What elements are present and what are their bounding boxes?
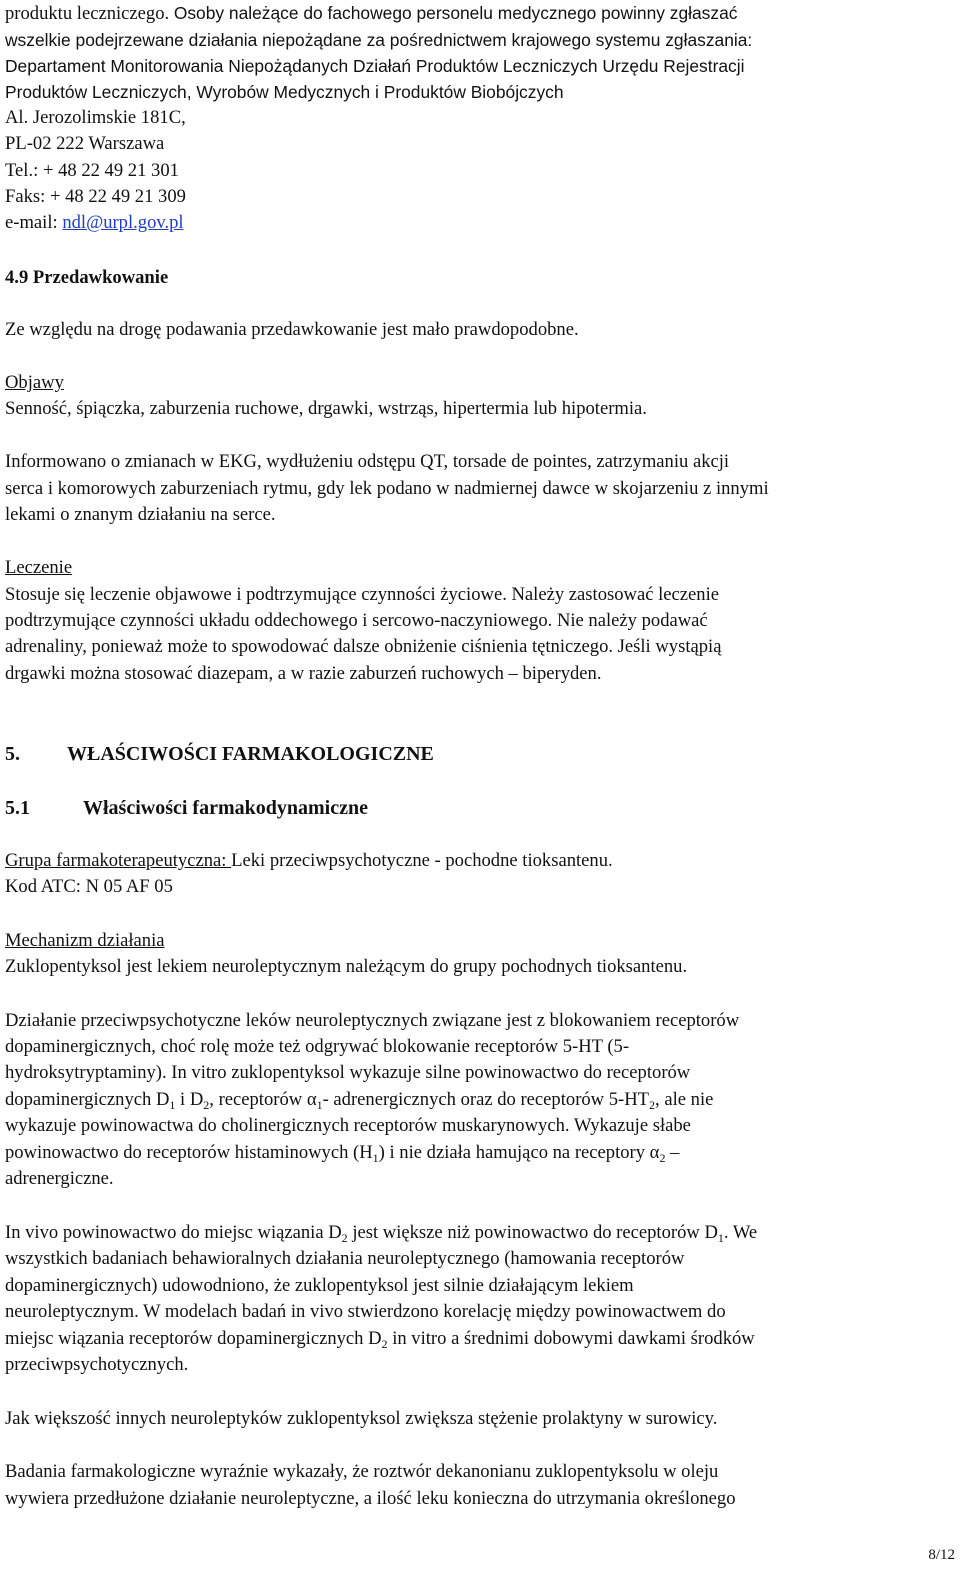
reporting-line-4: Produktów Leczniczych, Wyrobów Medycznych i Produktów Biobójczych	[5, 82, 564, 102]
text-fragment: In vivo powinowactwo do miejsc wiązania D	[5, 1222, 342, 1243]
text-fragment: miejsc wiązania receptorów dopaminergicznych D	[5, 1328, 382, 1349]
address-line-2: PL-02 222 Warszawa	[5, 133, 165, 154]
email-link[interactable]: ndl@urpl.gov.pl	[62, 212, 184, 233]
section-heading-5-1	[5, 795, 368, 821]
email-label: e-mail:	[5, 212, 63, 233]
paragraph-2-line-6: przeciwpsychotycznych.	[5, 1354, 189, 1375]
group-label: Grupa farmakoterapeutyczna:	[5, 850, 232, 871]
mechanism-text: Zuklopentyksol jest lekiem neuroleptycznym należącym do grupy pochodnych tioksantenu.	[5, 956, 688, 977]
reporting-line-1	[5, 0, 737, 27]
paragraph-1-line-6	[5, 1140, 679, 1166]
section-number: 5.	[5, 743, 20, 765]
subscript: 2	[649, 1098, 656, 1112]
email-line	[5, 210, 184, 236]
subscript: 2	[341, 1231, 348, 1245]
text-fragment: , ale nie	[655, 1089, 714, 1110]
paragraph-1-line-7: adrenergiczne.	[5, 1168, 114, 1189]
paragraph-4-line-1: Badania farmakologiczne wyraźnie wykazały, że roztwór dekanonianu zuklopentyksolu w oleju	[5, 1461, 719, 1482]
text-fragment: jest większe niż powinowactwo do receptorów D	[347, 1222, 718, 1243]
symptoms-text: Senność, śpiączka, zaburzenia ruchowe, drgawki, wstrząs, hipertermia lub hipotermia.	[5, 398, 647, 419]
reporting-line-3: Departament Monitorowania Niepożądanych Działań Produktów Leczniczych Urzędu Rejestracji	[5, 56, 745, 76]
subsection-number: 5.1	[5, 797, 30, 819]
text-fragment: - adrenergicznych oraz do receptorów 5-HT	[322, 1089, 650, 1110]
text-fragment: Osoby należące do fachowego personelu medycznego powinny zgłaszać	[173, 3, 738, 23]
address-line-1: Al. Jerozolimskie 181C,	[5, 107, 186, 128]
text-fragment: ) i nie działa hamująco na receptory α	[378, 1142, 660, 1163]
paragraph-1-line-2: dopaminergicznych, choć rolę może też odgrywać blokowanie receptorów 5-HT (5-	[5, 1036, 630, 1057]
section-heading-5	[5, 741, 434, 767]
section-title: WŁAŚCIWOŚCI FARMAKOLOGICZNE	[67, 743, 434, 765]
text-fragment: dopaminergicznych D	[5, 1089, 170, 1110]
text-fragment: . We	[723, 1222, 758, 1243]
subscript: 1	[372, 1151, 379, 1165]
paragraph-1-line-3: hydroksytryptaminy). In vitro zuklopentyksol wykazuje silne powinowactwo do receptorów	[5, 1062, 691, 1083]
ekg-line-3: lekami o znanym działaniu na serce.	[5, 504, 276, 525]
paragraph-1-line-4	[5, 1087, 713, 1113]
paragraph-3: Jak większość innych neuroleptyków zuklopentyksol zwiększa stężenie prolaktyny w surowicy.	[5, 1408, 718, 1429]
paragraph-2-line-1	[5, 1220, 757, 1246]
paragraph-2-line-3: dopaminergicznych) udowodniono, że zuklopentyksol jest silnie działającym lekiem	[5, 1275, 634, 1296]
subscript: 2	[203, 1098, 210, 1112]
treatment-line-4: drgawki można stosować diazepam, a w razie zaburzeń ruchowych – biperyden.	[5, 663, 602, 684]
ekg-line-2: serca i komorowych zaburzeniach rytmu, gdy lek podano w nadmiernej dawce w skojarzeniu z innymi	[5, 478, 769, 499]
treatment-line-1: Stosuje się leczenie objawowe i podtrzymujące czynności życiowe. Należy zastosować leczenie	[5, 584, 720, 605]
subscript: 1	[316, 1098, 323, 1112]
subscript: 1	[169, 1098, 176, 1112]
treatment-line-2: podtrzymujące czynności układu oddechowego i sercowo-naczyniowego. Nie należy podawać	[5, 610, 708, 631]
reporting-line-2: wszelkie podejrzewane działania niepożądane za pośrednictwem krajowego systemu zgłaszania:	[5, 30, 753, 50]
treatment-heading: Leczenie	[5, 557, 73, 578]
ekg-line-1: Informowano o zmianach w EKG, wydłużeniu odstępu QT, torsade de pointes, zatrzymaniu akcji	[5, 451, 730, 472]
section-heading-overdose: 4.9 Przedawkowanie	[5, 267, 169, 288]
mechanism-heading: Mechanizm działania	[5, 930, 165, 951]
paragraph-4-line-2: wywiera przedłużone działanie neuroleptyczne, a ilość leku konieczna do utrzymania określonego	[5, 1488, 736, 1509]
phone-number: Tel.: + 48 22 49 21 301	[5, 160, 179, 181]
subscript: 2	[659, 1151, 666, 1165]
page-number: 8/12	[928, 1547, 955, 1563]
text-fragment: in vitro a średnimi dobowymi dawkami środków	[387, 1328, 755, 1349]
paragraph-2-line-2: wszystkich badaniach behawioralnych działania neuroleptycznego (hamowania receptorów	[5, 1248, 685, 1269]
fax-number: Faks: + 48 22 49 21 309	[5, 186, 186, 207]
subscript: 2	[381, 1337, 388, 1351]
paragraph-2-line-5	[5, 1326, 755, 1352]
text-fragment: , receptorów α	[209, 1089, 317, 1110]
pharmacotherapeutic-group	[5, 848, 613, 874]
text-fragment: i D	[175, 1089, 204, 1110]
paragraph-1-line-5: wykazuje powinowactwa do cholinergicznych receptorów muskarynowych. Wykazuje słabe	[5, 1115, 691, 1136]
atc-code: Kod ATC: N 05 AF 05	[5, 876, 173, 897]
text-fragment: powinowactwo do receptorów histaminowych (H	[5, 1142, 373, 1163]
subscript: 1	[717, 1231, 724, 1245]
group-value: Leki przeciwpsychotyczne - pochodne tioksantenu.	[231, 850, 613, 871]
paragraph-1-line-1: Działanie przeciwpsychotyczne leków neuroleptycznych związane jest z blokowaniem receptorów	[5, 1010, 740, 1031]
paragraph-2-line-4: neuroleptycznym. W modelach badań in vivo stwierdzono korelację między powinowactwem do	[5, 1301, 726, 1322]
treatment-line-3: adrenaliny, ponieważ może to spowodować dalsze obniżenie ciśnienia tętniczego. Jeśli wystąpią	[5, 636, 722, 657]
text-fragment: produktu leczniczego.	[5, 3, 174, 24]
text-fragment: –	[665, 1142, 680, 1163]
symptoms-heading: Objawy	[5, 372, 64, 393]
overdose-intro: Ze względu na drogę podawania przedawkowanie jest mało prawdopodobne.	[5, 319, 579, 340]
subsection-title: Właściwości farmakodynamiczne	[83, 797, 368, 819]
